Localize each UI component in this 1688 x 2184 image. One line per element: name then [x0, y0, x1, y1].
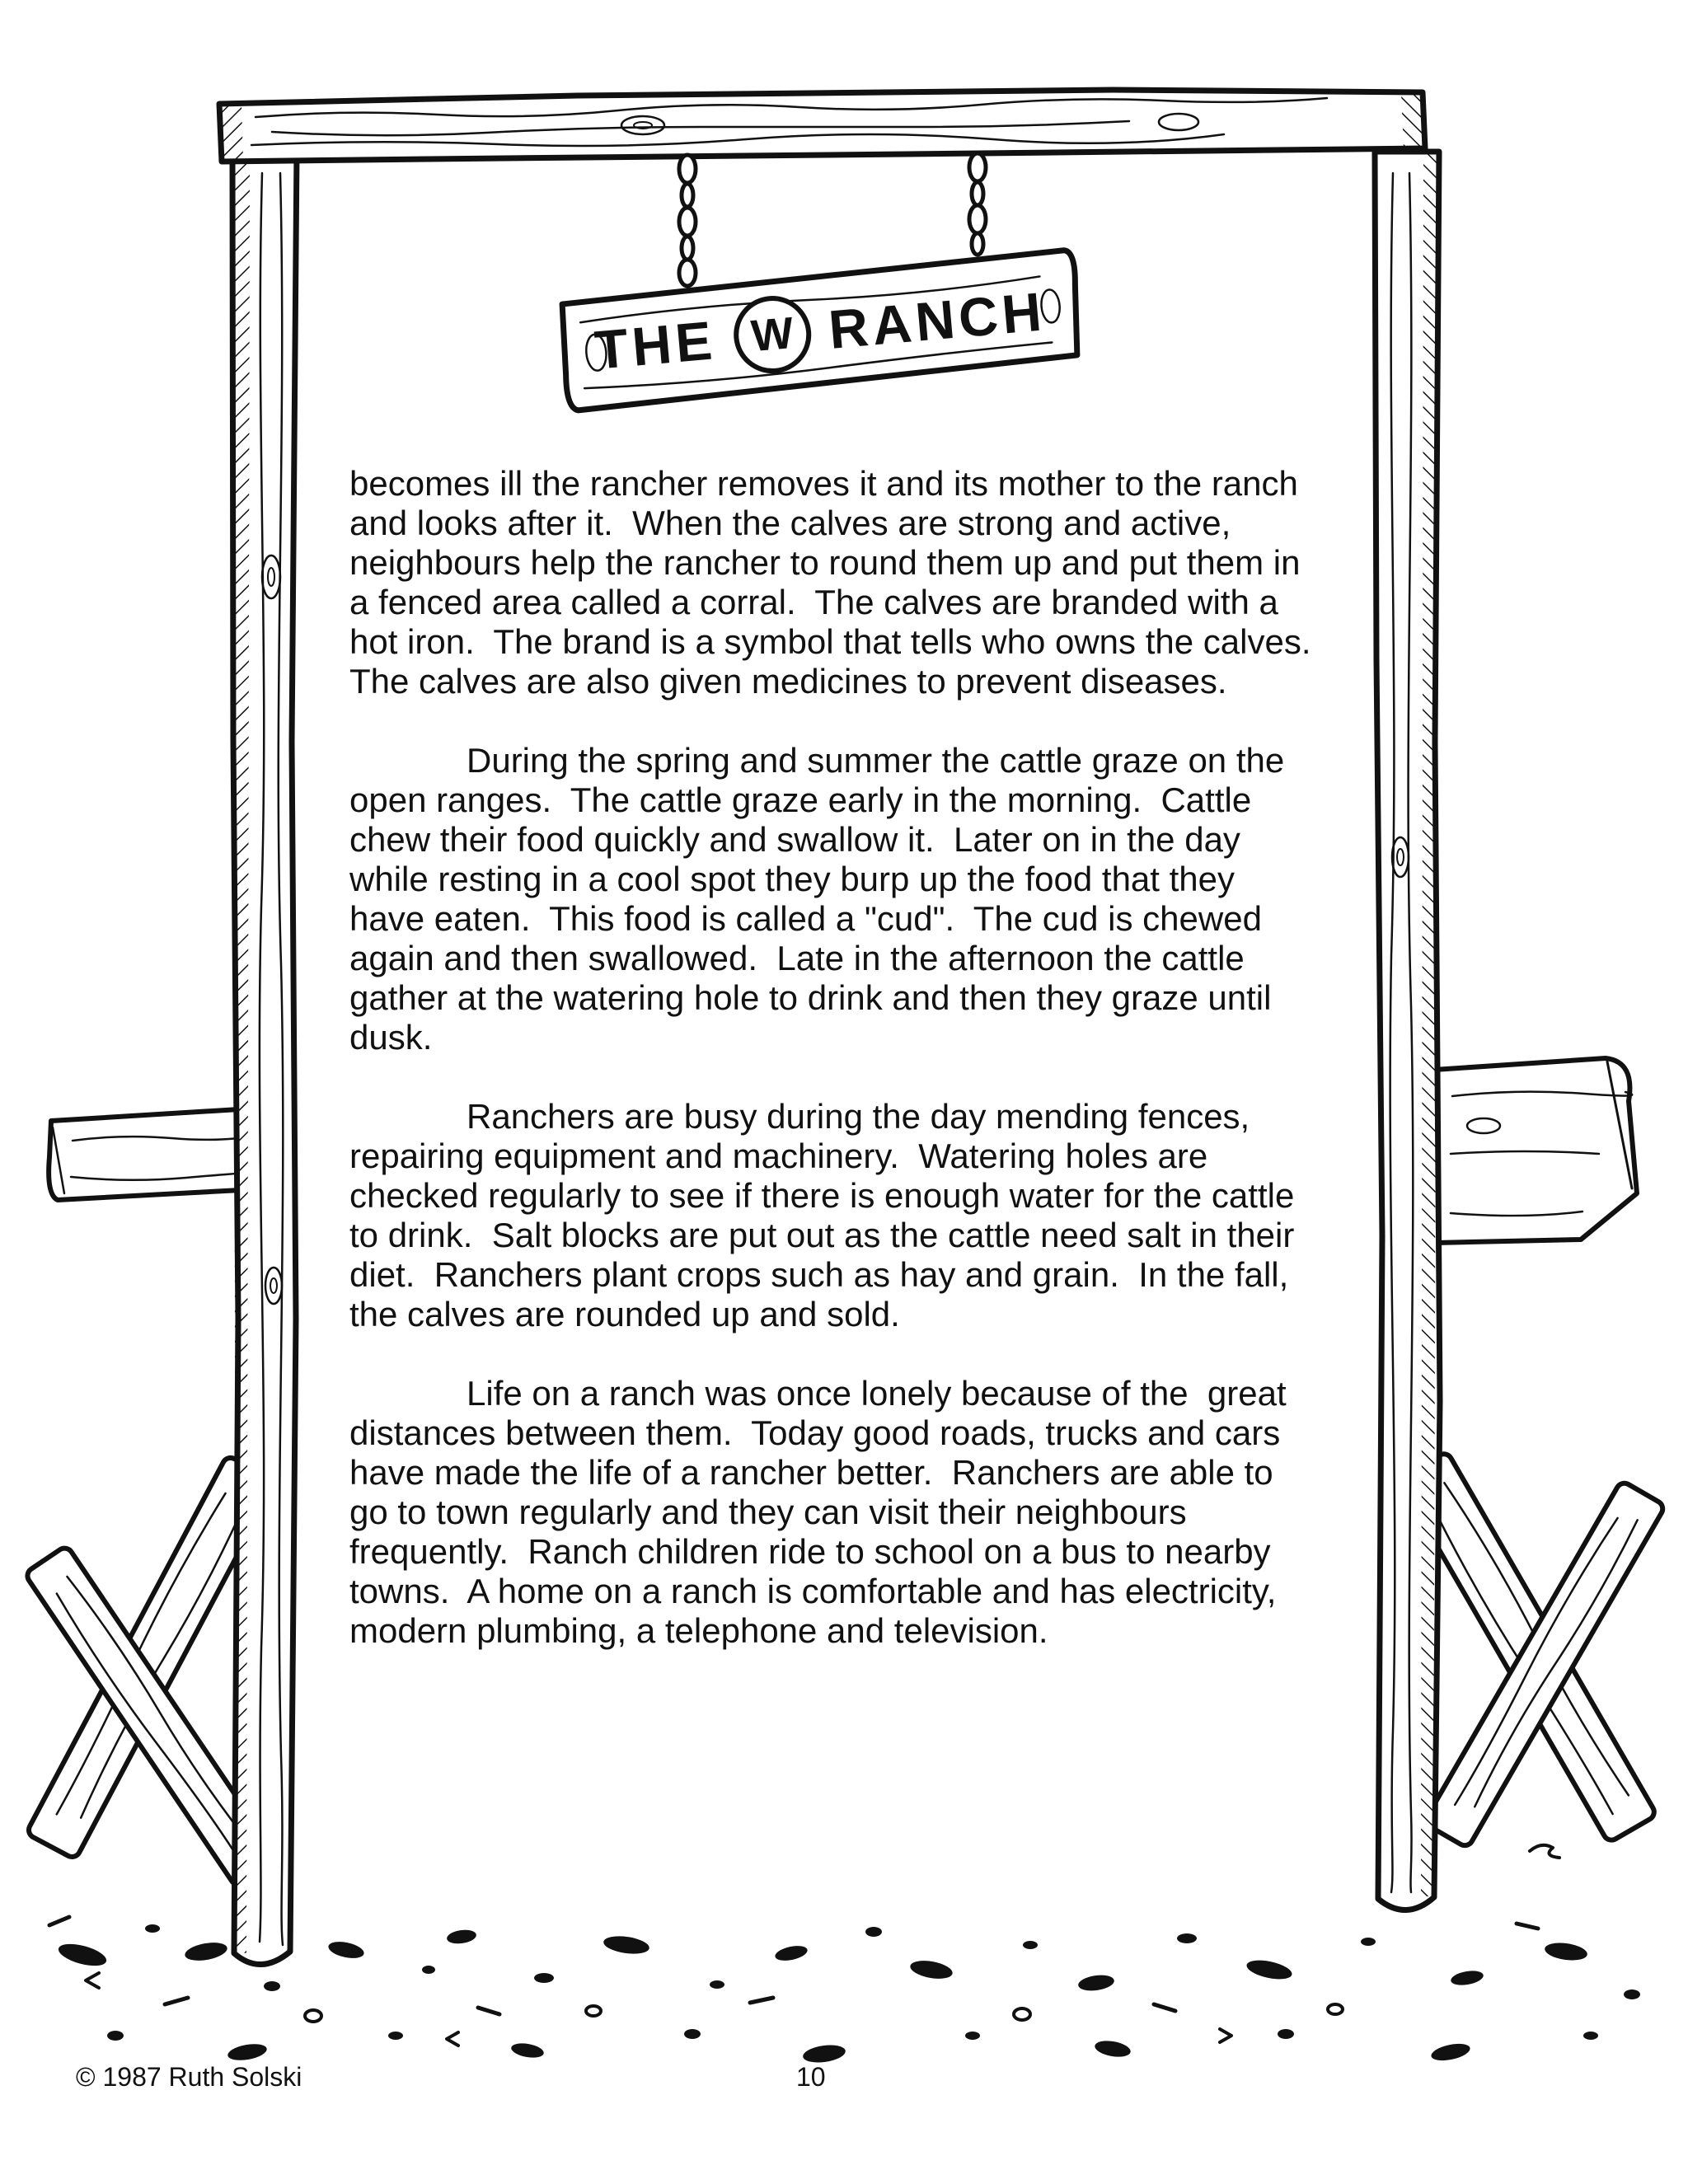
- copyright-notice: © 1987 Ruth Solski: [76, 2062, 302, 2092]
- body-text: [349, 464, 1330, 1690]
- paragraph-2: During the spring and summer the cattle graze on the open ranges. The cattle graze early in the morning. Cattle chew their food quickly and swallow it. Later on in the day while resting in a cool spot they burp up the food that they have eaten. This food is called a "cud". The cud is chewed again and then swallowed. Late in the afternoon the cattle gather at the watering hole to drink and then they graze until dusk.: [349, 741, 1294, 1057]
- paragraph-4: Life on a ranch was once lonely because of the great distances between them. Today good roads, trucks and cars have made the life of a rancher better. Ranchers are able to go to town regularly and they can visit their neighbours frequently. Ranch children ride to school on a bus to nearby towns. A home on a ranch is comfortable and has electricity, modern plumbing, a telephone and television.: [349, 1374, 1296, 1650]
- left-post: [232, 152, 297, 1965]
- page-number: 10: [796, 2062, 826, 2092]
- right-fence-rail: [1434, 1058, 1637, 1243]
- right-chain: [969, 153, 986, 255]
- ranch-sign-plank: [559, 250, 1083, 411]
- brand-symbol-letter: W: [749, 307, 796, 362]
- sign-text-the: THE: [592, 309, 719, 381]
- left-chain: [679, 155, 696, 286]
- left-fence-rail: [49, 1109, 254, 1200]
- paragraph-3: Ranchers are busy during the day mending fences, repairing equipment and machinery. Watering holes are checked regularly to see if there is enough water for the cattle to drink. Salt blocks are put out as the cattle need salt in their diet. Ranchers plant crops such as hay and grain. In the fall, the calves are rounded up and sold.: [349, 1097, 1304, 1333]
- page-footer: [0, 2062, 1688, 2103]
- top-beam: [219, 90, 1425, 162]
- paragraph-1: becomes ill the rancher removes it and its mother to the ranch and looks after it. When the calves are strong and active, neighbours help the rancher to round them up and put them in a fenced area called a corral. The calves are branded with a hot iron. The brand is a symbol that tells who owns the calves. The calves are also given medicines to prevent diseases.: [349, 464, 1330, 701]
- sign-text-ranch: RANCH: [826, 280, 1048, 360]
- right-post: [1375, 152, 1440, 1910]
